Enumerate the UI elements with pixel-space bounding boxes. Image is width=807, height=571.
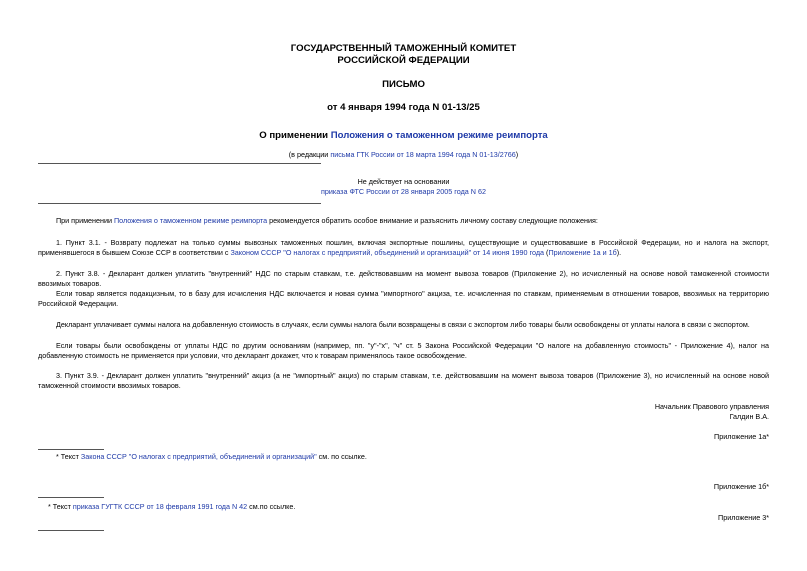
issuer-name-line2: РОССИЙСКОЙ ФЕДЕРАЦИИ bbox=[337, 55, 470, 66]
appendix-1b-label: Приложение 1б* bbox=[713, 482, 769, 491]
divider-status bbox=[38, 203, 321, 204]
issuer-name-line1: ГОСУДАРСТВЕННЫЙ ТАМОЖЕННЫЙ КОМИТЕТ bbox=[290, 43, 517, 54]
footnote-1b-prefix: * Текст bbox=[48, 502, 73, 511]
intro-link[interactable]: Положения о таможенном режиме реимпорта bbox=[113, 216, 268, 225]
item-1-law-link[interactable]: Законом СССР "О налогах с предприятий, объединений и организаций" от 14 июня 1990 года bbox=[230, 248, 545, 257]
footnote-1a-suffix: см. по ссылке. bbox=[316, 452, 367, 461]
footnote-1a-link[interactable]: Закона СССР "О налогах с предприятий, объединений и организаций" bbox=[80, 452, 317, 461]
edition-suffix: ) bbox=[515, 150, 519, 159]
footnote-divider-1a bbox=[38, 449, 104, 450]
footnote-1a-prefix: * Текст bbox=[56, 452, 81, 461]
document-date: от 4 января 1994 года N 01-13/25 bbox=[327, 102, 480, 113]
title-prefix: О применении bbox=[259, 130, 331, 141]
footnote-1b-suffix: см.по ссылке. bbox=[247, 502, 296, 511]
item-1-text: 1. Пункт 3.1. - Возврату подлежат на только суммы вывозных таможенных пошлин, включая экспортные пошлины, существующие и существовавшие в Российской Федерации, но и налога на экспорт, применявшегося в бывшем Союзе ССР в соответствии с bbox=[38, 238, 769, 257]
status-link[interactable]: приказа ФТС России от 28 января 2005 года N 62 bbox=[321, 187, 486, 196]
edition-note bbox=[0, 150, 807, 160]
document-type: ПИСЬМО bbox=[382, 79, 425, 90]
item-3-paragraph: 3. Пункт 3.9. - Декларант должен уплатить "внутренний" акциз (а не "импортный" акциз) по старым ставкам, т.е. действовавшим на момент вывоза товаров (Приложение 3), но исчисленный на основе новой таможенной стоимости ввозимых товаров. bbox=[38, 371, 769, 390]
item-2-paragraph-2: Если товар является подакцизным, то в базу для исчисления НДС включается и новая сумма "импортного" акциза, т.е. исчисленная по ставкам, применяемым в отношении товаров, ввозимых на территорию Российской Федерации. bbox=[38, 289, 769, 308]
status-line: Не действует на основании bbox=[357, 177, 450, 186]
edition-prefix: (в редакции bbox=[288, 150, 331, 159]
divider-top bbox=[38, 163, 321, 164]
appendix-3-label: Приложение 3* bbox=[718, 513, 769, 522]
signatory-name: Галдин В.А. bbox=[729, 412, 769, 421]
item-2-paragraph-1: 2. Пункт 3.8. - Декларант должен уплатить "внутренний" НДС по старым ставкам, т.е. действовавшим на момент вывоза товаров (Приложение 2), но исчисленный на основе новой таможенной стоимости ввозимых товаров. bbox=[38, 269, 769, 288]
appendix-1a-footnote bbox=[56, 452, 769, 462]
item-1-appendix-link[interactable]: Приложение 1а и 1б bbox=[548, 248, 617, 257]
item-1-paragraph bbox=[38, 238, 769, 258]
item-1-mid: ( bbox=[544, 248, 549, 257]
status-link-line bbox=[0, 187, 807, 197]
intro-prefix: При применении bbox=[56, 216, 114, 225]
footnote-divider-1b bbox=[38, 497, 104, 498]
item-2-paragraph-3: Декларант уплачивает суммы налога на добавленную стоимость в случаях, если суммы налога были возвращены в связи с экспортом либо товары были освобождены от уплаты налога в связи с экспортом. bbox=[56, 320, 750, 329]
appendix-1b-footnote bbox=[48, 502, 769, 512]
intro-suffix: рекомендуется обратить особое внимание и разъяснить личному составу следующие положения: bbox=[267, 216, 598, 225]
document-title bbox=[0, 130, 807, 141]
item-2-paragraph-4: Если товары были освобождены от уплаты НДС по другим основаниям (например, пп. "у"-"х", "ч" ст. 5 Закона Российской Федерации "О налоге на добавленную стоимость" - Приложение 4), налог на добавленную стоимость не применяется при условии, что декларант докажет, что к товарам применялось такое освобождение. bbox=[38, 341, 769, 360]
edition-link[interactable]: письма ГТК России от 18 марта 1994 года N 01-13/2766 bbox=[330, 150, 516, 159]
signatory-position: Начальник Правового управления bbox=[654, 402, 769, 411]
footnote-divider-3 bbox=[38, 530, 104, 531]
footnote-1b-link[interactable]: приказа ГУГТК СССР от 18 февраля 1991 года N 42 bbox=[72, 502, 248, 511]
title-link[interactable]: Положения о таможенном режиме реимпорта bbox=[330, 130, 548, 141]
appendix-1a-label: Приложение 1а* bbox=[714, 432, 769, 441]
item-1-end: ). bbox=[616, 248, 622, 257]
intro-paragraph bbox=[38, 216, 769, 226]
